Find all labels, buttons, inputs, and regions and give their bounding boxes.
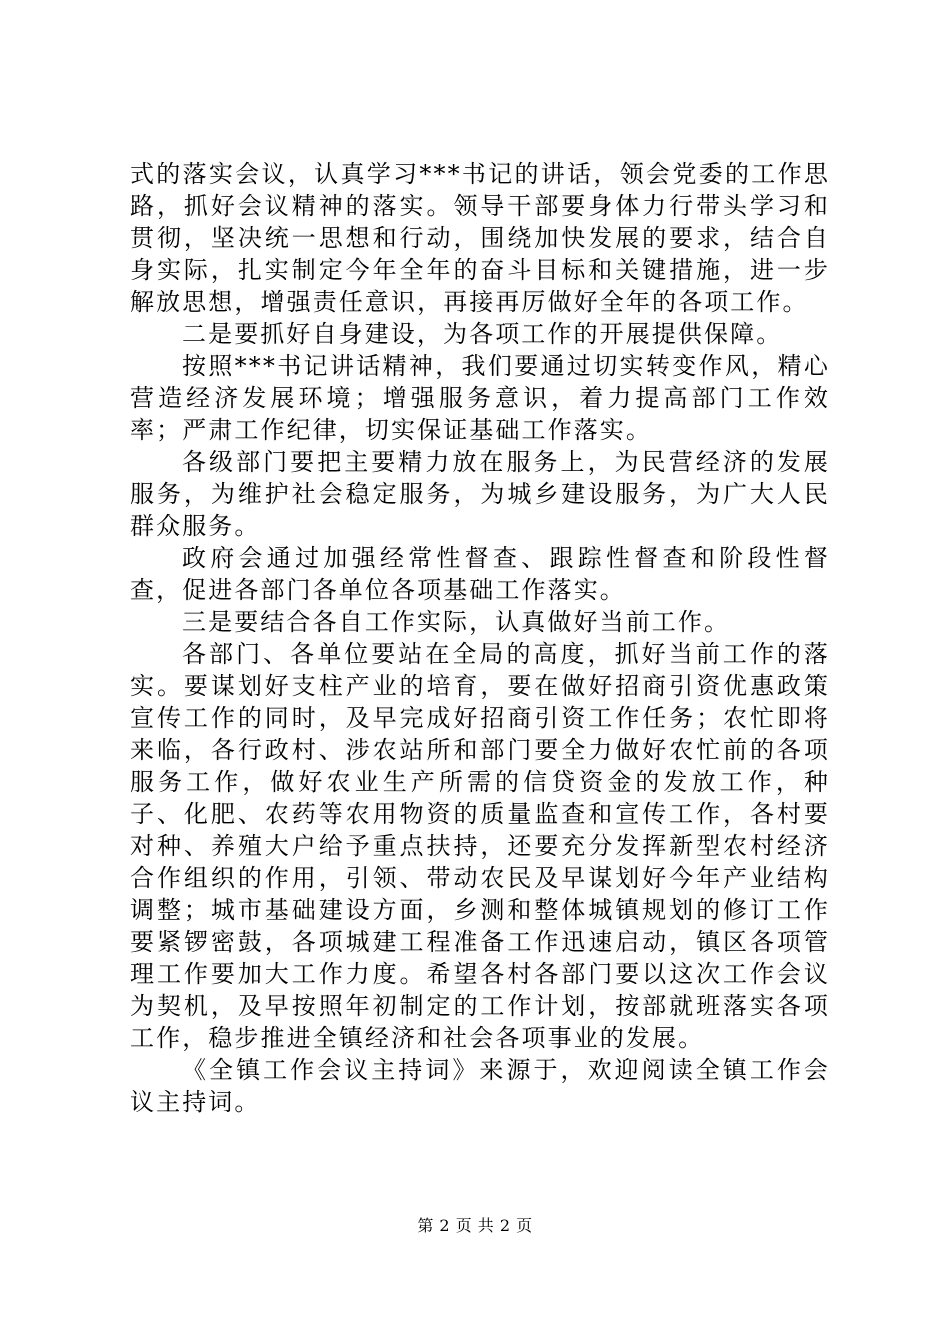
document-body: [130, 158, 830, 1118]
paragraph-7: 各部门、各单位要站在全局的高度，抓好当前工作的落实。要谋划好支柱产业的培育，要在做好招商引资优惠政策宣传工作的同时，及早完成好招商引资工作任务；农忙即将来临，各行政村、涉农站所和部门要全力做好农忙前的各项服务工作，做好农业生产所需的信贷资金的发放工作，种子、化肥、农药等农用物资的质量监查和宣传工作，各村要对种、养殖大户给予重点扶持，还要充分发挥新型农村经济合作组织的作用，引领、带动农民及早谋划好今年产业结构调整；城市基础建设方面，乡测和整体城镇规划的修订工作要紧锣密鼓，各项城建工程准备工作迅速启动，镇区各项管理工作要加大工作力度。希望各村各部门要以这次工作会议为契机，及早按照年初制定的工作计划，按部就班落实各项工作，稳步推进全镇经济和社会各项事业的发展。: [130, 640, 830, 1052]
paragraph-5: 政府会通过加强经常性督查、跟踪性督查和阶段性督查，促进各部门各单位各项基础工作落实。: [130, 544, 830, 604]
paragraph-2: 二是要抓好自身建设，为各项工作的开展提供保障。: [182, 320, 783, 348]
page-number-footer: 第 2 页 共 2 页: [417, 1216, 533, 1235]
paragraph-4: 各级部门要把主要精力放在服务上，为民营经济的发展服务，为维护社会稳定服务，为城乡建设服务，为广大人民群众服务。: [130, 448, 830, 540]
paragraph-3: 按照***书记讲话精神，我们要通过切实转变作风，精心营造经济发展环境；增强服务意识，着力提高部门工作效率；严肃工作纪律，切实保证基础工作落实。: [130, 352, 830, 444]
paragraph-8: 《全镇工作会议主持词》来源于，欢迎阅读全镇工作会议主持词。: [130, 1056, 830, 1116]
paragraph-6: 三是要结合各自工作实际，认真做好当前工作。: [182, 608, 731, 636]
paragraph-1: 式的落实会议，认真学习***书记的讲话，领会党委的工作思路，抓好会议精神的落实。领导干部要身体力行带头学习和贯彻，坚决统一思想和行动，围绕加快发展的要求，结合自身实际，扎实制定今年全年的奋斗目标和关键措施，进一步解放思想，增强责任意识，再接再厉做好全年的各项工作。: [130, 160, 830, 316]
